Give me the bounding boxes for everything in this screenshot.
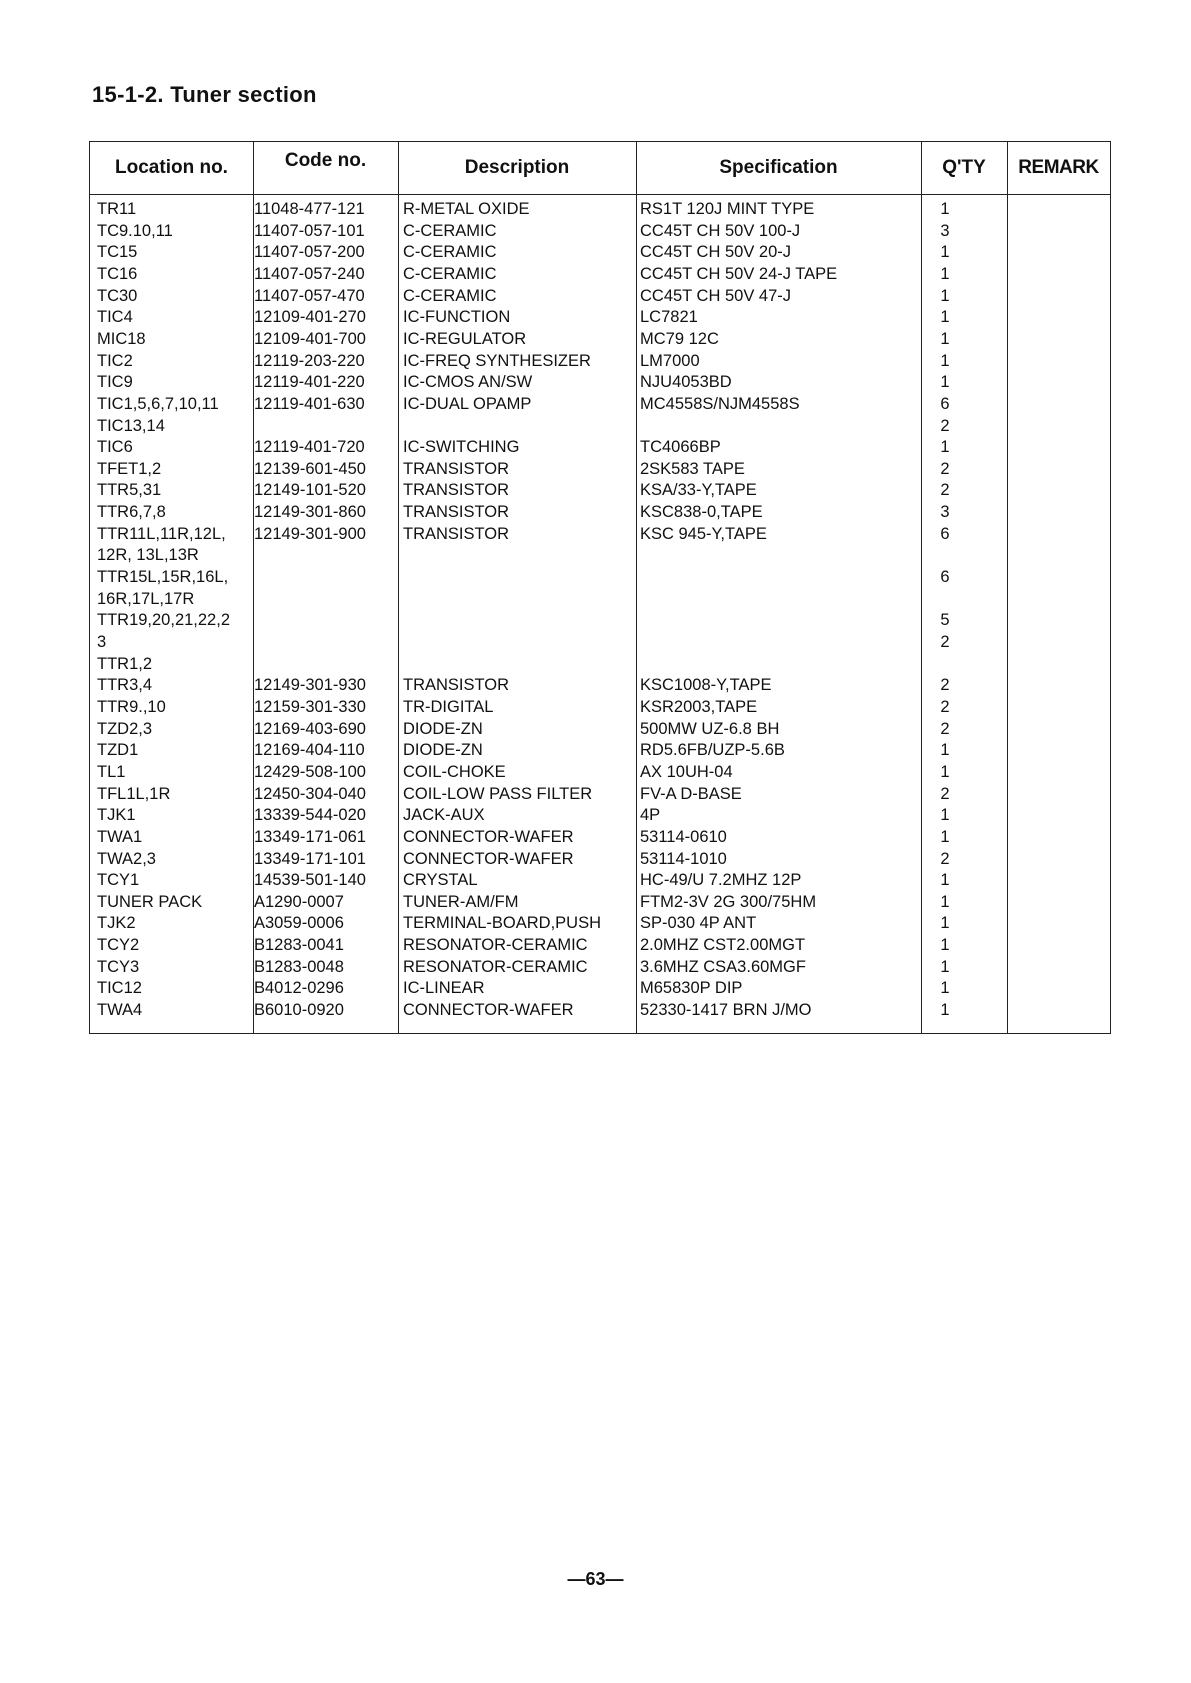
code-cell: 13339-544-020 xyxy=(254,806,366,825)
description-cell: TRANSISTOR xyxy=(403,503,510,522)
location-cell: TZD2,3 xyxy=(97,719,153,738)
description-cell: R-METAL OXIDE xyxy=(403,200,530,218)
description-cell: TRANSISTOR xyxy=(403,459,510,478)
description-cell: DIODE-ZN xyxy=(403,741,483,760)
qty-cell: 1 xyxy=(940,373,950,392)
description-cell: C-CERAMIC xyxy=(403,243,497,262)
location-cell: TIC12 xyxy=(97,979,142,998)
location-cell: TCY1 xyxy=(97,871,140,890)
code-cell: 11407-057-101 xyxy=(254,221,365,240)
qty-cell: 5 xyxy=(940,611,950,630)
location-cell: TTR6,7,8 xyxy=(97,503,166,522)
qty-cell: 2 xyxy=(940,481,950,500)
qty-cell: 2 xyxy=(940,849,950,868)
qty-cell: 2 xyxy=(940,719,950,738)
description-cell: IC-CMOS AN/SW xyxy=(403,373,533,392)
qty-cell: 1 xyxy=(940,762,950,781)
specification-cell: LM7000 xyxy=(640,351,700,370)
specification-cell: NJU4053BD xyxy=(640,373,732,392)
specification-cell: HC-49/U 7.2MHZ 12P xyxy=(640,871,802,890)
location-cell: TIC9 xyxy=(97,373,133,392)
code-cell: 11407-057-200 xyxy=(254,243,365,262)
column-divider xyxy=(1007,142,1008,1033)
code-cell: A3059-0006 xyxy=(254,914,344,933)
location-cell: TIC6 xyxy=(97,438,133,457)
header-divider xyxy=(90,194,1110,195)
specification-cell: LC7821 xyxy=(640,308,698,327)
qty-cell: 1 xyxy=(940,979,950,998)
specification-cell: CC45T CH 50V 24-J TAPE xyxy=(640,264,838,283)
description-cell: TR-DIGITAL xyxy=(403,697,494,716)
code-cell: 12109-401-700 xyxy=(254,329,366,348)
specification-cell: FTM2-3V 2G 300/75HM xyxy=(640,892,817,911)
description-cell: TRANSISTOR xyxy=(403,524,510,543)
specification-cell: KSC838-0,TAPE xyxy=(640,503,763,522)
specification-cell: 52330-1417 BRN J/MO xyxy=(640,1001,812,1020)
qty-cell: 2 xyxy=(940,459,950,478)
specification-cell: 53114-1010 xyxy=(640,849,727,868)
code-cell: 12139-601-450 xyxy=(254,459,366,478)
qty-cell: 1 xyxy=(940,914,950,933)
code-cell: B4012-0296 xyxy=(254,979,344,998)
description-cell: C-CERAMIC xyxy=(403,221,497,240)
code-cell: 12149-301-860 xyxy=(254,503,366,522)
code-cell: B1283-0048 xyxy=(254,957,344,976)
description-cell: C-CERAMIC xyxy=(403,264,497,283)
location-cell: TR11 xyxy=(97,200,137,218)
description-cell: TRANSISTOR xyxy=(403,676,510,695)
header-remark: REMARK xyxy=(1018,157,1099,178)
location-cell: 3 xyxy=(97,633,107,651)
code-cell: B1283-0041 xyxy=(254,936,344,955)
parts-table xyxy=(89,141,1111,1034)
specification-cell: AX 10UH-04 xyxy=(640,762,733,781)
description-cell: RESONATOR-CERAMIC xyxy=(403,957,588,976)
description-cell: IC-SWITCHING xyxy=(403,438,520,457)
specification-cell: MC4558S/NJM4558S xyxy=(640,394,800,413)
code-cell: 12159-301-330 xyxy=(254,697,366,716)
location-cell: TIC1,5,6,7,10,11 xyxy=(97,394,219,413)
code-cell: 12149-301-900 xyxy=(254,524,366,543)
header-specification: Specification xyxy=(719,157,838,178)
qty-cell: 1 xyxy=(940,871,950,890)
location-cell: 16R,17L,17R xyxy=(97,589,195,608)
location-cell: 12R, 13L,13R xyxy=(97,546,199,565)
qty-cell xyxy=(930,545,960,567)
qty-cell: 1 xyxy=(940,286,950,305)
location-cell: MIC18 xyxy=(97,329,146,348)
location-cell: TFL1L,1R xyxy=(97,784,171,803)
specification-cell: KSC 945-Y,TAPE xyxy=(640,524,767,543)
description-cell: CONNECTOR-WAFER xyxy=(403,827,574,846)
qty-cell: 6 xyxy=(940,524,950,543)
qty-cell xyxy=(930,589,960,611)
page-number: —63— xyxy=(567,1569,624,1589)
specification-cell: CC45T CH 50V 47-J xyxy=(640,286,792,305)
code-cell: 12109-401-270 xyxy=(254,308,366,327)
column-divider xyxy=(398,142,399,1033)
location-cell: TTR5,31 xyxy=(97,481,162,500)
qty-cell: 6 xyxy=(940,394,950,413)
qty-cell: 1 xyxy=(940,438,950,457)
location-cell: TWA2,3 xyxy=(97,849,156,868)
location-cell: TFET1,2 xyxy=(97,459,162,478)
specification-cell: 2.0MHZ CST2.00MGT xyxy=(640,936,806,955)
specification-cell: M65830P DIP xyxy=(640,979,743,998)
qty-cell: 1 xyxy=(940,308,950,327)
code-cell: 13349-171-061 xyxy=(254,827,366,846)
location-cell: TIC4 xyxy=(97,308,133,327)
description-cell: DIODE-ZN xyxy=(403,719,483,738)
location-cell: TC9.10,11 xyxy=(97,221,173,240)
code-cell: 12119-401-720 xyxy=(254,438,365,457)
location-cell: TTR3,4 xyxy=(97,676,153,695)
location-cell: TZD1 xyxy=(97,741,139,760)
specification-cell: KSC1008-Y,TAPE xyxy=(640,676,772,695)
qty-cell: 3 xyxy=(940,503,950,522)
code-cell: 11407-057-470 xyxy=(254,286,365,305)
specification-cell: RS1T 120J MINT TYPE xyxy=(640,200,815,218)
header-qty: Q'TY xyxy=(942,157,986,178)
code-cell: 12149-301-930 xyxy=(254,676,366,695)
qty-cell: 2 xyxy=(940,676,950,695)
location-cell: TC15 xyxy=(97,243,138,262)
specification-cell: SP-030 4P ANT xyxy=(640,914,757,933)
qty-cell: 6 xyxy=(940,568,950,587)
qty-cell: 1 xyxy=(940,329,950,348)
description-cell: COIL-LOW PASS FILTER xyxy=(403,784,593,803)
specification-cell: KSR2003,TAPE xyxy=(640,697,758,716)
location-cell: TIC2 xyxy=(97,351,133,370)
code-cell: 12429-508-100 xyxy=(254,762,366,781)
location-cell: TTR1,2 xyxy=(97,654,153,673)
qty-cell: 1 xyxy=(940,243,950,262)
qty-cell: 1 xyxy=(940,351,950,370)
code-cell: A1290-0007 xyxy=(254,892,344,911)
specification-cell: CC45T CH 50V 100-J xyxy=(640,221,801,240)
qty-cell: 1 xyxy=(940,827,950,846)
qty-cell: 1 xyxy=(940,1001,950,1020)
code-cell: 12169-403-690 xyxy=(254,719,366,738)
description-cell: IC-FREQ SYNTHESIZER xyxy=(403,351,591,370)
header-location: Location no. xyxy=(115,157,228,178)
location-cell: TIC13,14 xyxy=(97,416,165,435)
specification-cell: MC79 12C xyxy=(640,329,719,348)
description-cell: IC-REGULATOR xyxy=(403,329,527,348)
code-cell: 12149-101-520 xyxy=(254,481,366,500)
specification-cell: 53114-0610 xyxy=(640,827,727,846)
header-code: Code no. xyxy=(284,150,367,171)
qty-cell: 2 xyxy=(940,697,950,716)
code-cell: 11407-057-240 xyxy=(254,264,365,283)
qty-cell: 1 xyxy=(940,264,950,283)
location-cell: TC16 xyxy=(97,264,138,283)
column-divider xyxy=(921,142,922,1033)
location-cell: TTR19,20,21,22,2 xyxy=(97,611,230,630)
description-cell: RESONATOR-CERAMIC xyxy=(403,936,588,955)
location-cell: TCY3 xyxy=(97,957,140,976)
code-cell: 13349-171-101 xyxy=(254,849,366,868)
header-description: Description xyxy=(464,157,570,178)
location-cell: TUNER PACK xyxy=(97,892,203,911)
qty-cell: 2 xyxy=(940,784,950,803)
code-cell: 12119-401-630 xyxy=(254,394,365,413)
qty-cell xyxy=(930,654,960,676)
qty-cell: 1 xyxy=(940,806,950,825)
specification-cell: 500MW UZ-6.8 BH xyxy=(640,719,780,738)
description-cell: IC-DUAL OPAMP xyxy=(403,394,532,413)
location-cell: TJK2 xyxy=(97,914,136,933)
qty-cell: 2 xyxy=(940,416,950,435)
location-cell: TTR15L,15R,16L, xyxy=(97,568,229,587)
description-cell: CRYSTAL xyxy=(403,871,478,890)
description-cell: COIL-CHOKE xyxy=(403,762,506,781)
qty-cell: 1 xyxy=(940,741,950,760)
qty-cell: 1 xyxy=(940,936,950,955)
code-cell: 14539-501-140 xyxy=(254,871,366,890)
location-cell: TCY2 xyxy=(97,936,140,955)
description-cell: TUNER-AM/FM xyxy=(403,892,519,911)
code-cell: 12450-304-040 xyxy=(254,784,366,803)
location-cell: TJK1 xyxy=(97,806,136,825)
location-cell: TWA4 xyxy=(97,1001,143,1020)
specification-cell: RD5.6FB/UZP-5.6B xyxy=(640,741,785,760)
code-cell: 12119-203-220 xyxy=(254,351,365,370)
location-cell: TC30 xyxy=(97,286,138,305)
qty-cell: 3 xyxy=(940,221,950,240)
qty-cell: 2 xyxy=(940,633,950,651)
specification-cell: 2SK583 TAPE xyxy=(640,459,745,478)
description-cell: C-CERAMIC xyxy=(403,286,497,305)
description-cell: JACK-AUX xyxy=(403,806,485,825)
description-cell: CONNECTOR-WAFER xyxy=(403,849,574,868)
specification-cell: KSA/33-Y,TAPE xyxy=(640,481,757,500)
location-cell: TWA1 xyxy=(97,827,143,846)
description-cell: IC-FUNCTION xyxy=(403,308,511,327)
code-cell: 12169-404-110 xyxy=(254,741,365,760)
description-cell: TERMINAL-BOARD,PUSH xyxy=(403,914,602,933)
location-cell: TTR9.,10 xyxy=(97,697,166,716)
location-cell: TL1 xyxy=(97,762,126,781)
code-cell: B6010-0920 xyxy=(254,1001,344,1020)
specification-cell: CC45T CH 50V 20-J xyxy=(640,243,792,262)
column-divider xyxy=(636,142,637,1033)
description-cell: TRANSISTOR xyxy=(403,481,510,500)
qty-cell: 1 xyxy=(940,957,950,976)
qty-cell: 1 xyxy=(940,200,950,218)
specification-cell: TC4066BP xyxy=(640,438,721,457)
code-cell: 11048-477-121 xyxy=(254,200,365,218)
specification-cell: FV-A D-BASE xyxy=(640,784,742,803)
description-cell: CONNECTOR-WAFER xyxy=(403,1001,574,1020)
description-cell: IC-LINEAR xyxy=(403,979,485,998)
specification-cell: 4P xyxy=(640,806,661,825)
code-cell: 12119-401-220 xyxy=(254,373,365,392)
specification-cell: 3.6MHZ CSA3.60MGF xyxy=(640,957,806,976)
location-cell: TTR11L,11R,12L, xyxy=(97,524,226,543)
qty-cell: 1 xyxy=(940,892,950,911)
section-title: 15-1-2. Tuner section xyxy=(92,82,317,107)
